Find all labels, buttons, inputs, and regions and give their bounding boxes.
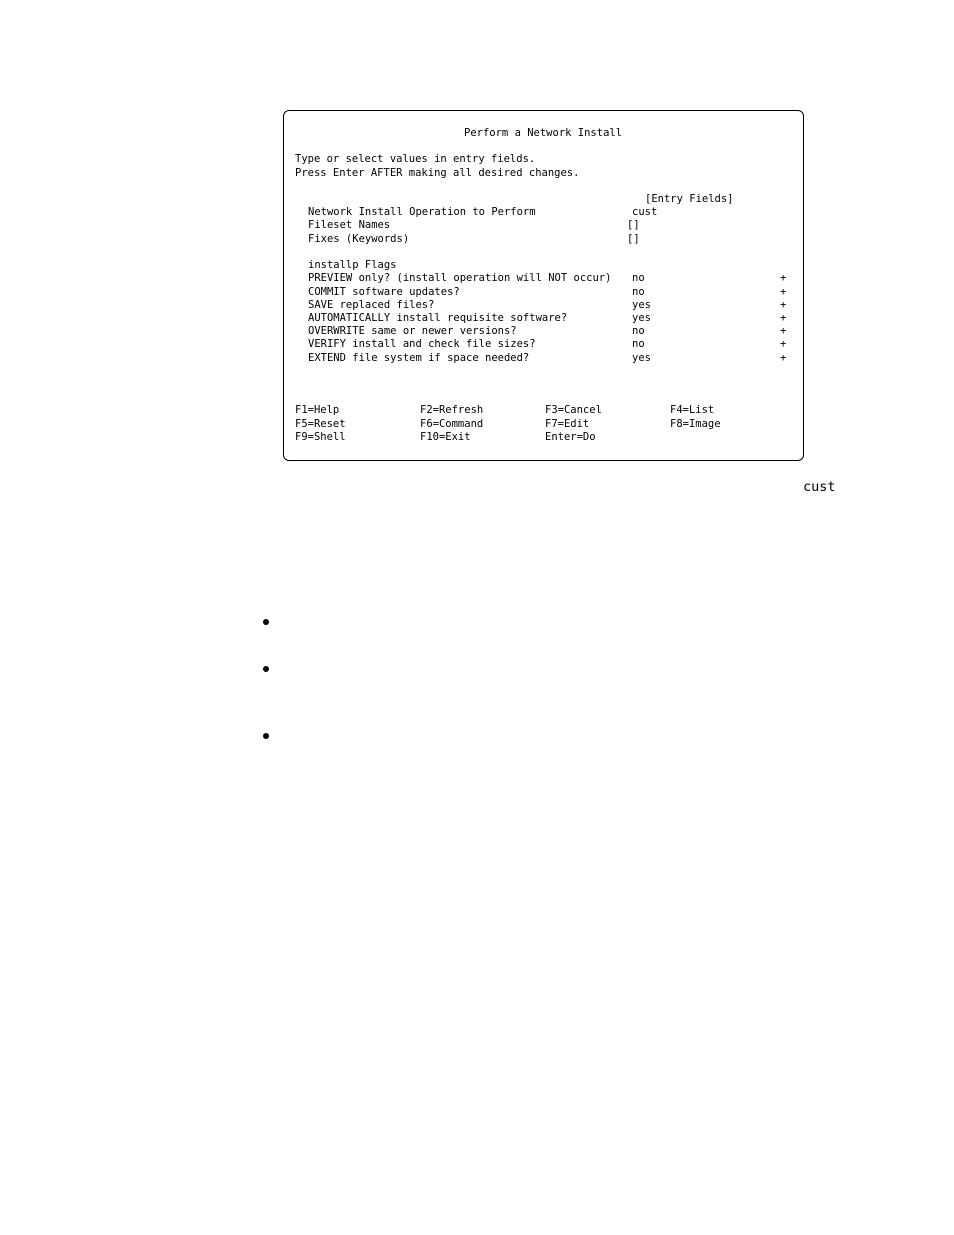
flag-list-indicator-verify[interactable]: +: [780, 338, 787, 350]
field-input-fileset-names[interactable]: []: [627, 219, 640, 231]
bullet-marker: [263, 619, 269, 625]
flag-value-verify[interactable]: no: [632, 338, 645, 350]
flag-value-extend[interactable]: yes: [632, 352, 651, 364]
flag-label-automatically: AUTOMATICALLY install requisite software?: [308, 312, 568, 324]
bullet-marker: [263, 733, 269, 739]
flag-value-preview[interactable]: no: [632, 272, 645, 284]
fkey-cancel[interactable]: F3=Cancel: [545, 404, 602, 416]
flag-value-automatically[interactable]: yes: [632, 312, 651, 324]
field-value-operation[interactable]: cust: [632, 206, 658, 218]
field-label-fixes: Fixes (Keywords): [308, 233, 410, 245]
margin-note: cust: [803, 479, 836, 495]
flag-list-indicator-save[interactable]: +: [780, 299, 787, 311]
flag-label-verify: VERIFY install and check file sizes?: [308, 338, 536, 350]
fkey-help[interactable]: F1=Help: [295, 404, 340, 416]
flag-list-indicator-overwrite[interactable]: +: [780, 325, 787, 337]
fkey-image[interactable]: F8=Image: [670, 418, 721, 430]
flags-header: installp Flags: [308, 259, 397, 271]
field-label-fileset-names: Fileset Names: [308, 219, 391, 231]
entry-fields-header: [Entry Fields]: [645, 193, 734, 205]
flag-label-save: SAVE replaced files?: [308, 299, 435, 311]
fkey-reset[interactable]: F5=Reset: [295, 418, 346, 430]
fkey-command[interactable]: F6=Command: [420, 418, 484, 430]
fkey-shell[interactable]: F9=Shell: [295, 431, 346, 443]
field-input-fixes[interactable]: []: [627, 233, 640, 245]
flag-list-indicator-preview[interactable]: +: [780, 272, 787, 284]
dialog-title: Perform a Network Install: [464, 127, 623, 139]
instruction-line-2: Press Enter AFTER making all desired changes.: [295, 167, 580, 179]
flag-label-commit: COMMIT software updates?: [308, 286, 460, 298]
fkey-edit[interactable]: F7=Edit: [545, 418, 590, 430]
flag-value-save[interactable]: yes: [632, 299, 651, 311]
fkey-enter-do[interactable]: Enter=Do: [545, 431, 596, 443]
flag-value-overwrite[interactable]: no: [632, 325, 645, 337]
flag-list-indicator-commit[interactable]: +: [780, 286, 787, 298]
flag-list-indicator-extend[interactable]: +: [780, 352, 787, 364]
flag-value-commit[interactable]: no: [632, 286, 645, 298]
bullet-marker: [263, 666, 269, 672]
flag-label-extend: EXTEND file system if space needed?: [308, 352, 530, 364]
fkey-list[interactable]: F4=List: [670, 404, 715, 416]
flag-label-overwrite: OVERWRITE same or newer versions?: [308, 325, 517, 337]
flag-label-preview: PREVIEW only? (install operation will NOT occur): [308, 272, 612, 284]
field-label-operation: Network Install Operation to Perform: [308, 206, 536, 218]
instruction-line-1: Type or select values in entry fields.: [295, 153, 536, 165]
flag-list-indicator-automatically[interactable]: +: [780, 312, 787, 324]
fkey-refresh[interactable]: F2=Refresh: [420, 404, 484, 416]
fkey-exit[interactable]: F10=Exit: [420, 431, 471, 443]
smit-dialog: [283, 110, 804, 461]
